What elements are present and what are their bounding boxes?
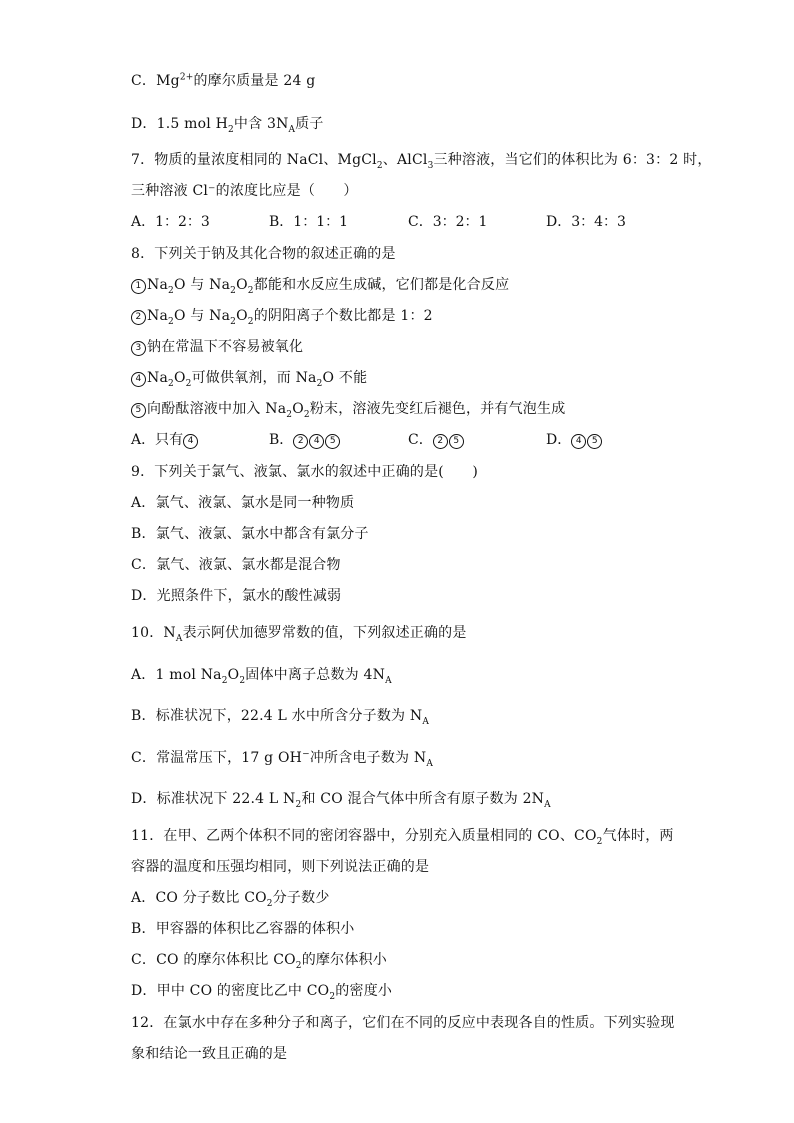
q11-stem-line2: 容器的温度和压强均相同，则下列说法正确的是 (131, 859, 430, 875)
q12-stem-line1: 12．在氯水中存在多种分子和离子，它们在不同的反应中表现各自的性质。下列实验现 (131, 1015, 675, 1031)
q9-stem: 9．下列关于氯气、液氯、氯水的叙述中正确的是( ) (131, 464, 479, 480)
q11-option-a: A．CO 分子数比 $CO_2$分子数少 (131, 890, 330, 909)
q8-statement-2: 2 $Na_2O$ 与 $Na_2O_2$的阴阳离子个数比都是 1：2 (131, 306, 433, 326)
q8-option-c: C． 2 5 (408, 430, 465, 450)
q10-stem: 10．$N_A$表示阿伏加德罗常数的值，下列叙述正确的是 (131, 625, 467, 644)
q6-option-c: C．$Mg^{2+}$的摩尔质量是 24 g (131, 72, 316, 89)
q8-option-d: D． 4 5 (546, 430, 603, 450)
circled-number-4: 4 (131, 372, 146, 387)
circled-number-3: 3 (131, 341, 146, 356)
q11-option-c: C．CO 的摩尔体积比 $CO_2$的摩尔体积小 (131, 952, 387, 971)
q8-statement-3: 3 钠在常温下不容易被氧化 (131, 337, 303, 357)
q10-option-b: B．标准状况下，22.4 L 水中所含分子数为 $N_A$ (131, 708, 430, 727)
q9-option-c: C．氯气、液氯、氯水都是混合物 (131, 557, 341, 573)
q7-stem-line2: 三种溶液 Cl⁻的浓度比应是（ ） (131, 183, 358, 199)
q11-option-b: B．甲容器的体积比乙容器的体积小 (131, 921, 355, 937)
q8-option-a: A．只有 4 (131, 430, 199, 450)
q9-option-d: D．光照条件下，氯水的酸性减弱 (131, 588, 342, 604)
q9-option-b: B．氯气、液氯、氯水中都含有氯分子 (131, 526, 369, 542)
q8-statement-5: 5 向酚酞溶液中加入 $Na_2O_2$粉末，溶液先变红后褪色，并有气泡生成 (131, 399, 565, 419)
q12-stem-line2: 象和结论一致且正确的是 (131, 1046, 288, 1062)
q7-option-d: D．3：4：3 (546, 214, 626, 230)
q7-option-b: B．1：1：1 (269, 214, 349, 230)
circled-number-2: 2 (131, 310, 146, 325)
q7-stem-line1: 7．物质的量浓度相同的 NaCl、MgCl$_2$、AlCl$_3$三种溶液，当它们的体积比为 6：3：2 时， (131, 152, 712, 171)
q8-statement-1: 1 $Na_2O$ 与 $Na_2O_2$都能和水反应生成碱，它们都是化合反应 (131, 275, 509, 295)
q7-option-c: C．3：2：1 (408, 214, 488, 230)
q6-option-d: D．1.5 mol $H_2$中含 $3N_A$质子 (131, 116, 324, 135)
q8-option-b: B． 2 4 5 (269, 430, 341, 450)
q7-option-a: A．1：2：3 (131, 214, 210, 230)
q11-option-d: D．甲中 CO 的密度比乙中 $CO_2$的密度小 (131, 983, 393, 1002)
q8-stem: 8．下列关于钠及其化合物的叙述正确的是 (131, 246, 396, 262)
q11-stem-line1: 11．在甲、乙两个体积不同的密闭容器中，分别充入质量相同的 CO、$CO_2$气体时，两 (131, 828, 674, 847)
circled-number-5: 5 (131, 403, 146, 418)
q9-option-a: A．氯气、液氯、氯水是同一种物质 (131, 495, 355, 511)
q10-option-d: D．标准状况下 22.4 L $N_2$和 CO 混合气体中所含有原子数为 $2N_A$ (131, 791, 551, 810)
q10-option-a: A．1 mol $Na_2O_2$固体中离子总数为 $4N_A$ (131, 667, 392, 686)
circled-number-1: 1 (131, 279, 146, 294)
q8-statement-4: 4 $Na_2O_2$可做供氧剂，而 $Na_2O$ 不能 (131, 368, 367, 388)
q10-option-c: C．常温常压下，17 g OH−冲所含电子数为 $N_A$ (131, 749, 434, 769)
